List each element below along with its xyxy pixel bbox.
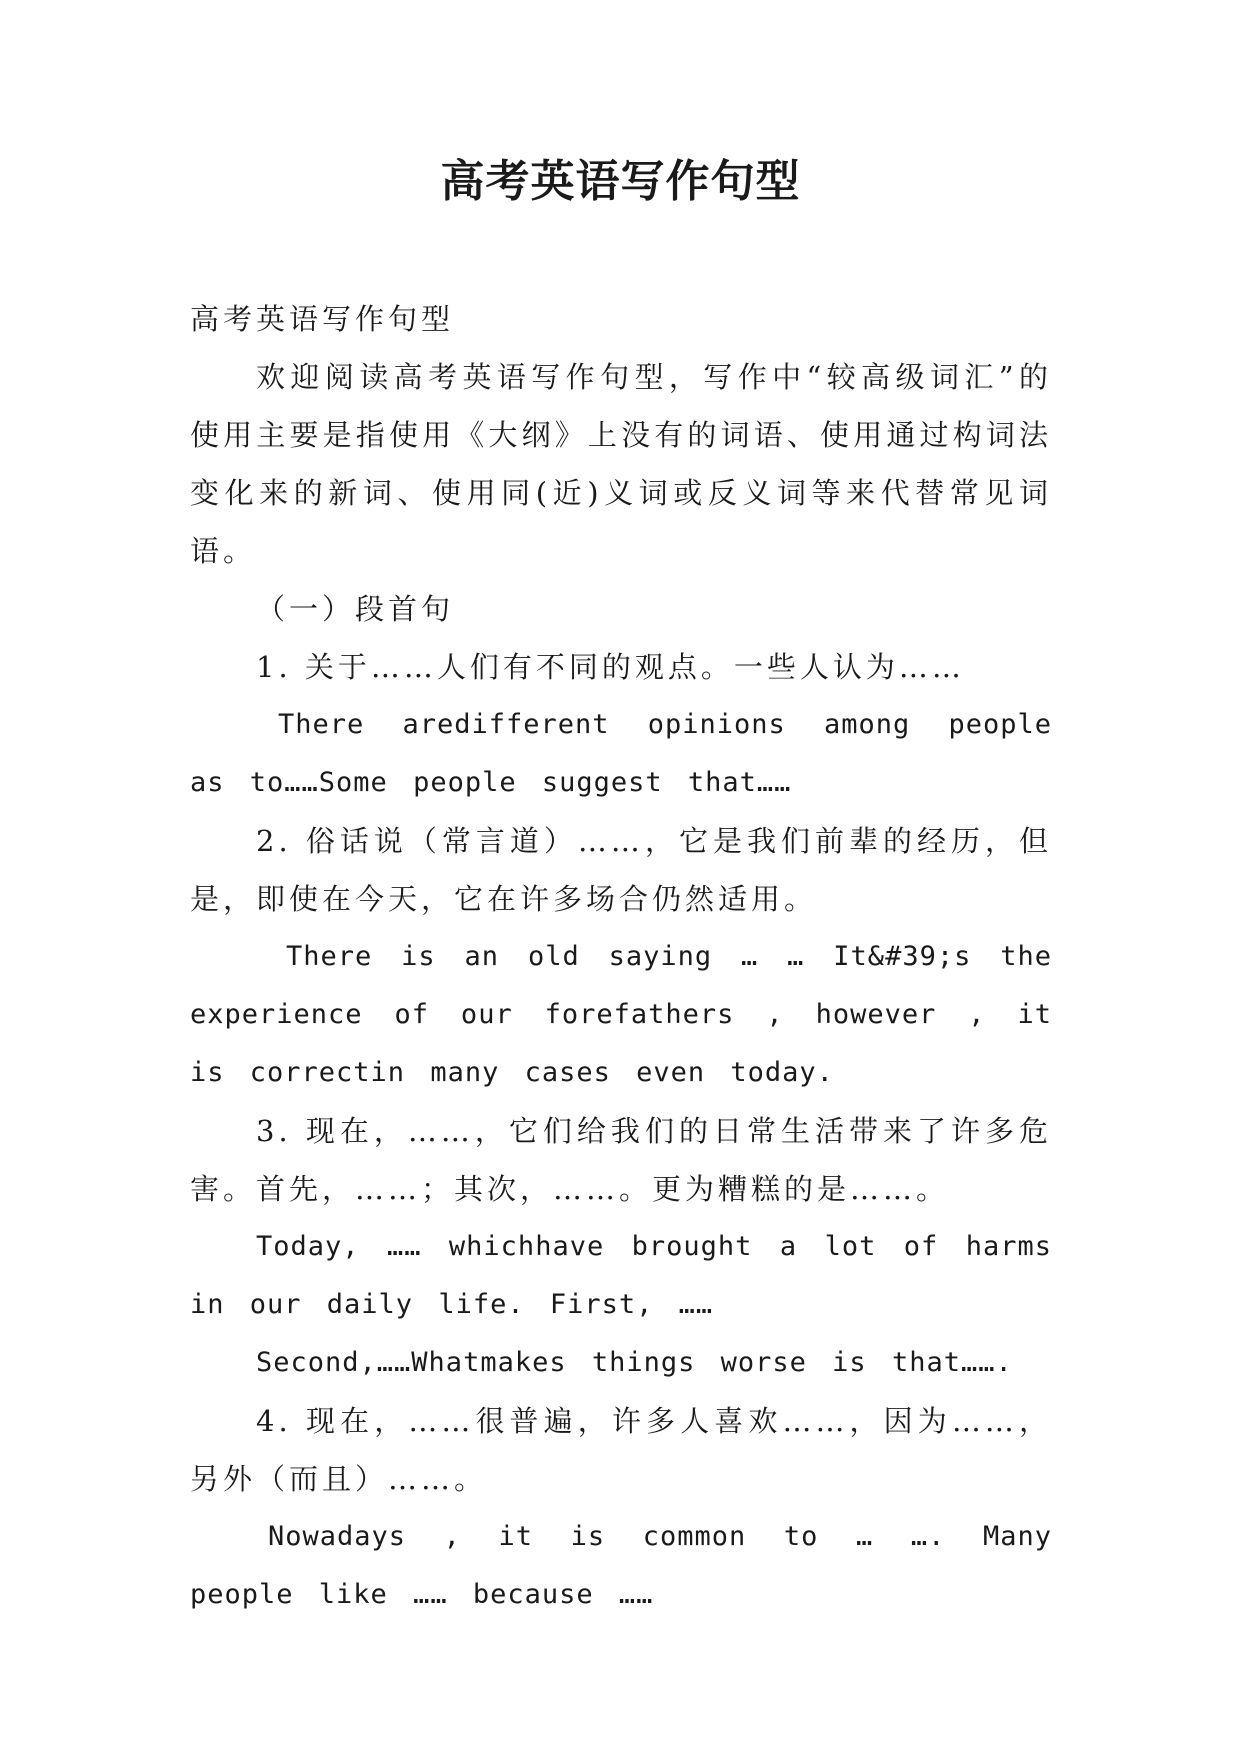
section-heading: （一）段首句 [256, 592, 455, 626]
item-3-en: Today, …… whichhave brought a lot of harms in our daily life. First, …… [190, 1231, 1052, 1320]
subtitle: 高考英语写作句型 [190, 302, 455, 336]
intro-paragraph: 欢迎阅读高考英语写作句型，写作中“较高级词汇”的使用主要是指使用《大纲》上没有的词语、使用通过构词法变化来的新词、使用同(近)义词或反义词等来代替常见词语。 [190, 360, 1052, 568]
item-1-cn: 1. 关于……人们有不同的观点。一些人认为…… [256, 650, 965, 684]
item-2-en: There is an old saying … … It&#39;s the experience of our forefathers , however , it is correctin many cases even today. [190, 941, 1052, 1088]
item-4-en: Nowadays , it is common to … …. Many people like …… because …… [190, 1521, 1052, 1610]
document-title: 高考英语写作句型 [440, 156, 801, 207]
item-4-cn: 4. 现在，……很普遍，许多人喜欢……，因为……，另外（而且）……。 [190, 1404, 1052, 1496]
item-3-en-continued: Second,……Whatmakes things worse is that……. [256, 1347, 1013, 1378]
item-2-cn: 2. 俗话说（常言道）……，它是我们前辈的经历，但是，即使在今天，它在许多场合仍然适用。 [190, 824, 1052, 916]
document-body [190, 290, 1052, 1624]
item-1-en: There aredifferent opinions among people as to……Some people suggest that…… [190, 709, 1052, 798]
item-3-cn: 3. 现在，……，它们给我们的日常生活带来了许多危害。首先，……；其次，……。更为糟糕的是……。 [190, 1114, 1052, 1206]
